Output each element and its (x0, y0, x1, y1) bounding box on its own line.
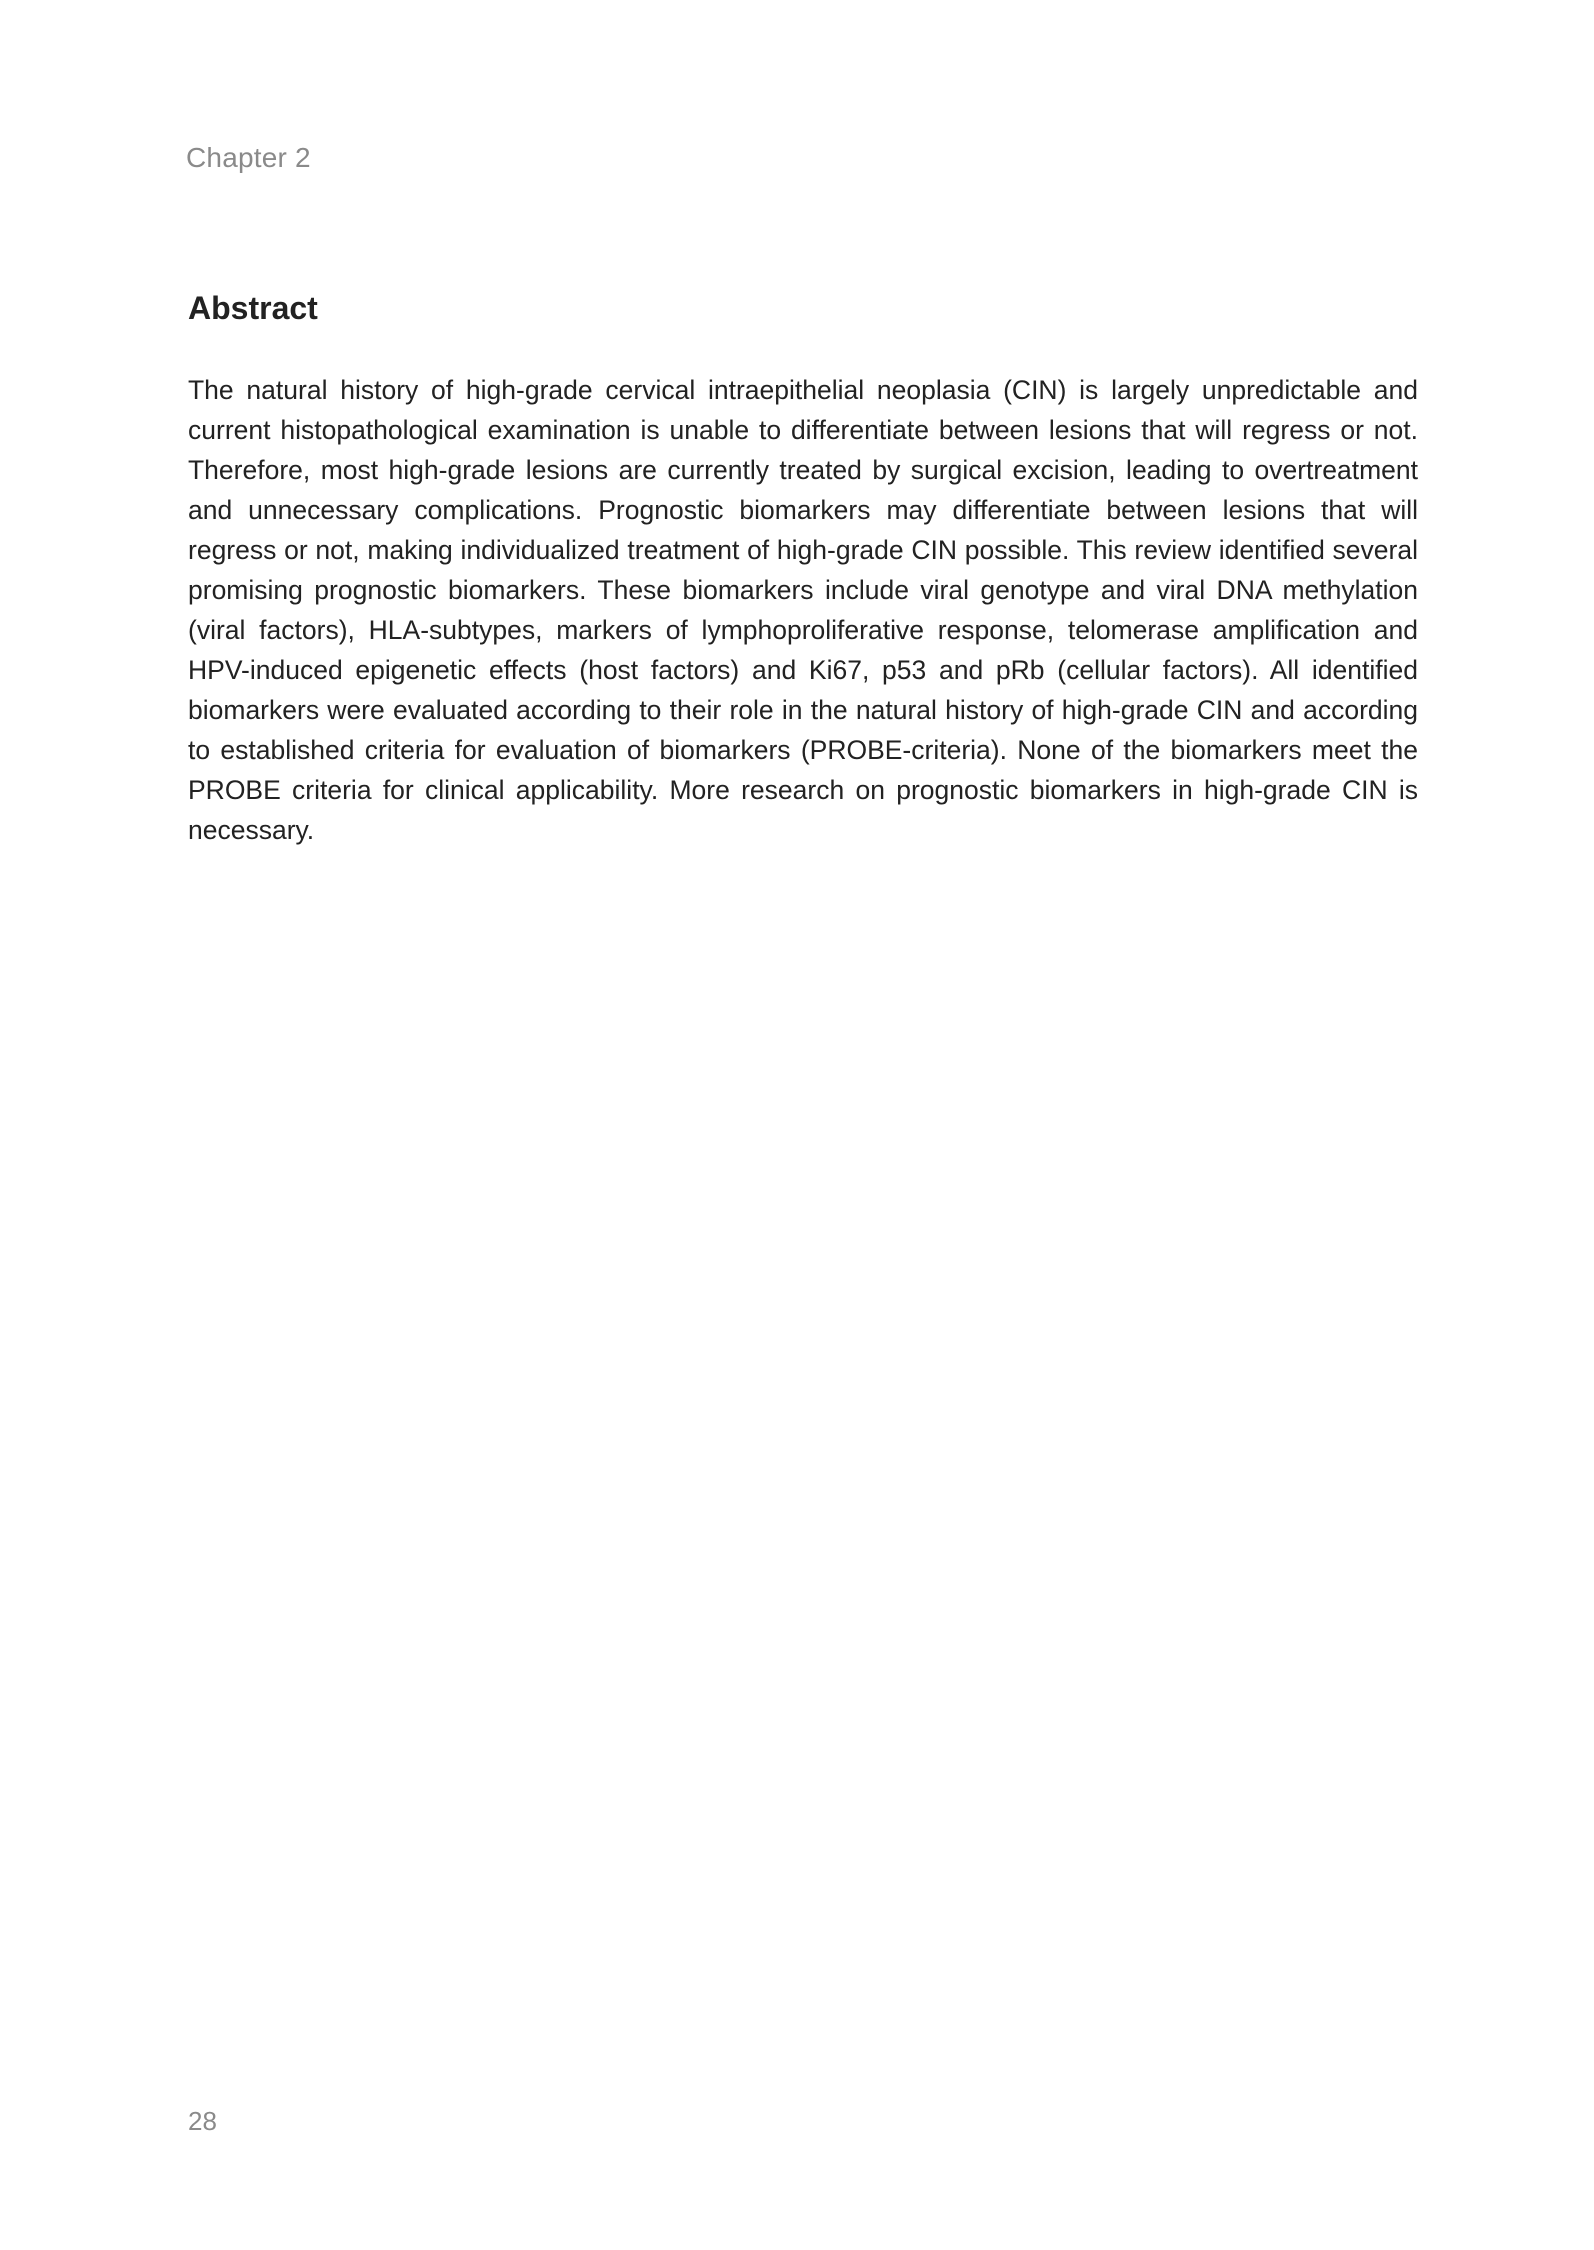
running-head: Chapter 2 (186, 142, 311, 173)
abstract-paragraph: The natural history of high-grade cervical intraepithelial neoplasia (CIN) is largely unpredictable and current histopathological examination is unable to differentiate between lesions that will regress or not. Therefore, most high-grade lesions are currently treated by surgical excision, leading to overtreatment and unnecessary complications. Prognostic biomarkers may differentiate between lesions that will regress or not, making individualized treatment of high-grade CIN possible. This review identified several promising prognostic biomarkers. These biomarkers include viral genotype and viral DNA methylation (viral factors), HLA-subtypes, markers of lymphoproliferative response, telomerase amplification and HPV-induced epigenetic effects (host factors) and Ki67, p53 and pRb (cellular factors). All identified biomarkers were evaluated according to their role in the natural history of high-grade CIN and according to established criteria for evaluation of biomarkers (PROBE-criteria). None of the biomarkers meet the PROBE criteria for clinical applicability. More research on prognostic biomarkers in high-grade CIN is necessary. (188, 375, 1418, 845)
section-title: Abstract (188, 290, 318, 326)
page-number: 28 (188, 2106, 217, 2136)
